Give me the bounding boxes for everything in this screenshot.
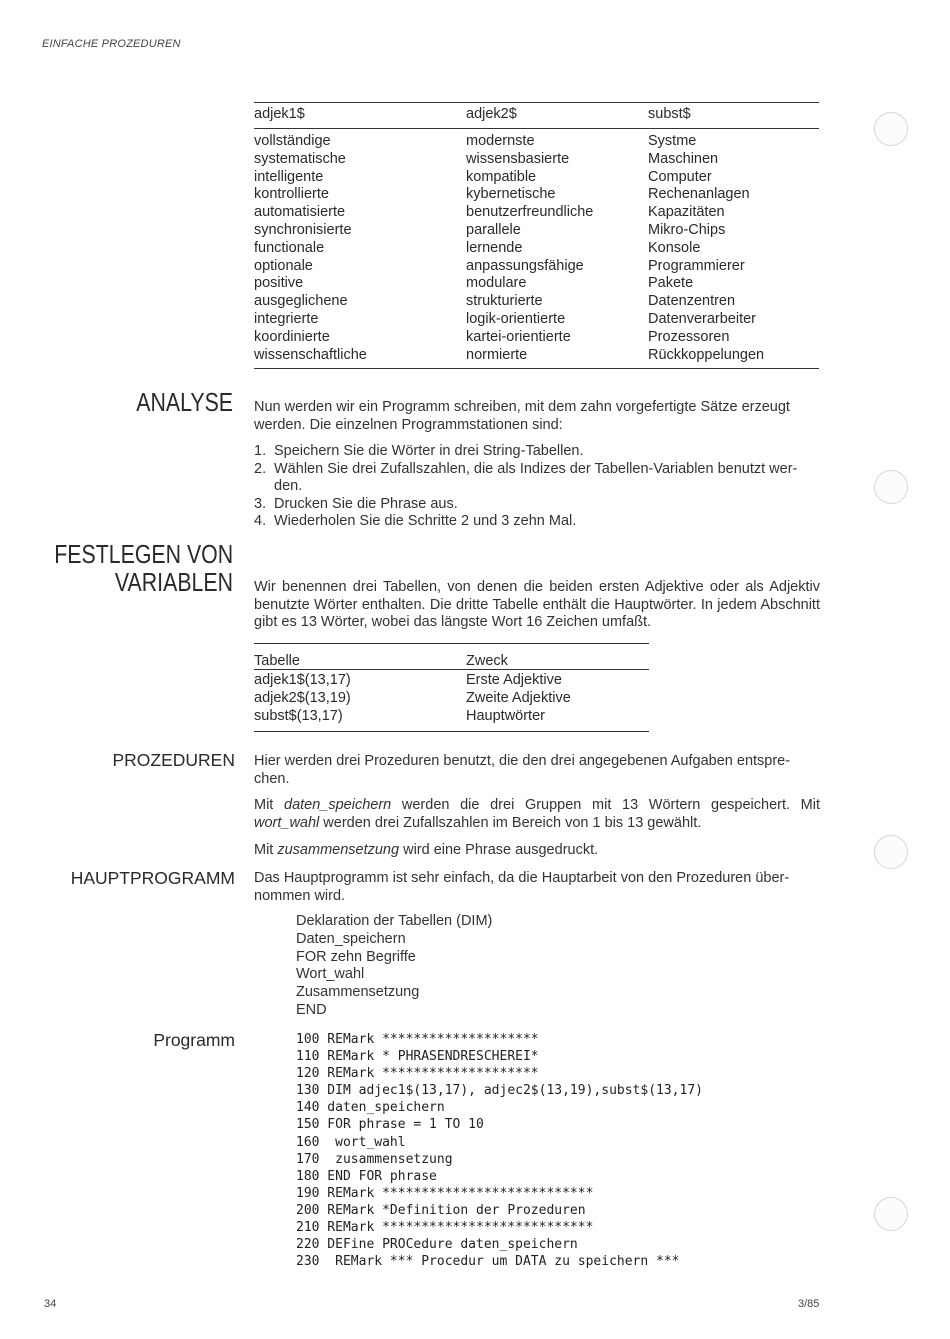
analyse-steps bbox=[254, 443, 820, 531]
list-item: normierte bbox=[466, 346, 528, 363]
heading-variablen: VARIABLEN bbox=[114, 567, 233, 597]
word-column-adjek2 bbox=[466, 133, 593, 364]
list-item: 160 wort_wahl bbox=[296, 1134, 406, 1150]
prozeduren-text-2: Mit daten_speichern werden die drei Gruppen mit 13 Wörtern gespeichert. Mit wort_wahl werden drei Zufallszahlen im Bereich von 1 bis 13 gewählt. bbox=[254, 797, 821, 831]
list-item: Datenverarbeiter bbox=[648, 310, 756, 327]
list-item: Daten_speichern bbox=[296, 930, 406, 947]
list-item: Computer bbox=[648, 168, 712, 185]
punch-hole bbox=[874, 112, 908, 146]
list-item: vollständige bbox=[254, 133, 331, 149]
running-head: EINFACHE PROZEDUREN bbox=[42, 38, 181, 50]
prozeduren-text-3: Mit zusammensetzung wird eine Phrase ausgedruckt. bbox=[254, 842, 599, 858]
list-item: Wort_wahl bbox=[296, 966, 365, 983]
list-item: systematische bbox=[254, 150, 346, 167]
list-item: kartei-orientierte bbox=[466, 328, 571, 345]
var-table-bottom-rule bbox=[254, 731, 649, 732]
list-item: 230 REMark *** Procedur um DATA zu speichern *** bbox=[296, 1254, 680, 1270]
list-item: kybernetische bbox=[466, 186, 556, 203]
list-item: Systme bbox=[648, 133, 697, 149]
list-item: modernste bbox=[466, 133, 535, 149]
list-item: Datenzentren bbox=[648, 293, 736, 310]
analyse-intro: Nun werden wir ein Programm schreiben, mit dem zahn vorgefertigte Sätze erzeugt werden. Die einzelnen Programmstationen sind: bbox=[254, 399, 790, 433]
list-item: logik-orientierte bbox=[466, 310, 566, 327]
procedure-name: daten_speichern bbox=[284, 797, 392, 813]
list-item: strukturierte bbox=[466, 293, 543, 310]
program-outline bbox=[296, 913, 492, 1020]
issue-number: 3/85 bbox=[798, 1298, 820, 1310]
list-item: synchronisierte bbox=[254, 221, 352, 238]
heading-analyse: ANALYSE bbox=[136, 387, 233, 417]
heading-hauptprogramm: HAUPTPROGRAMM bbox=[70, 868, 235, 888]
list-item: Rückkoppelungen bbox=[648, 346, 765, 363]
list-item: benutzerfreundliche bbox=[466, 204, 594, 221]
list-item: subst$(13,17) bbox=[254, 707, 343, 724]
step-item: 1. Speichern Sie die Wörter in drei String-Tabellen. bbox=[254, 443, 584, 459]
step-item-continuation: den. bbox=[274, 478, 303, 495]
list-item: Pakete bbox=[648, 275, 694, 292]
list-item: Zusammensetzung bbox=[296, 984, 420, 1001]
list-item: anpassungsfähige bbox=[466, 257, 584, 274]
var-column-zweck bbox=[466, 672, 571, 725]
list-item: 110 REMark * PHRASENDRESCHEREI* bbox=[296, 1049, 539, 1065]
step-item: 3. Drucken Sie die Phrase aus. bbox=[254, 495, 458, 512]
list-item: 190 REMark *************************** bbox=[296, 1185, 594, 1201]
var-table-top-rule bbox=[254, 643, 649, 644]
list-item: wissenschaftliche bbox=[254, 346, 367, 363]
list-item: 150 FOR phrase = 1 TO 10 bbox=[296, 1117, 484, 1133]
list-item: parallele bbox=[466, 221, 521, 238]
list-item: Hauptwörter bbox=[466, 707, 545, 724]
list-item: Erste Adjektive bbox=[466, 672, 562, 688]
procedure-name: zusammensetzung bbox=[277, 842, 400, 858]
column-header-subst: subst$ bbox=[648, 106, 691, 122]
list-item: positive bbox=[254, 275, 304, 292]
list-item: Prozessoren bbox=[648, 328, 730, 345]
column-header-adjek2: adjek2$ bbox=[466, 106, 517, 122]
list-item: 120 REMark ******************** bbox=[296, 1066, 539, 1082]
list-item: functionale bbox=[254, 239, 325, 256]
list-item: lernende bbox=[466, 239, 523, 256]
word-column-subst bbox=[648, 133, 764, 364]
punch-hole bbox=[874, 835, 908, 869]
heading-festlegen-von: FESTLEGEN VON bbox=[54, 539, 233, 569]
list-item: Rechenanlagen bbox=[648, 186, 750, 203]
list-item: 220 DEFine PROCedure daten_speichern bbox=[296, 1237, 578, 1253]
step-item: 4. Wiederholen Sie die Schritte 2 und 3 zehn Mal. bbox=[254, 513, 577, 530]
table-bottom-rule bbox=[254, 368, 819, 369]
list-item: 100 REMark ******************** bbox=[296, 1032, 539, 1047]
list-item: koordinierte bbox=[254, 328, 330, 345]
list-item: ausgeglichene bbox=[254, 293, 348, 310]
list-item: optionale bbox=[254, 257, 313, 274]
list-item: 200 REMark *Definition der Prozeduren bbox=[296, 1202, 586, 1218]
list-item: automatisierte bbox=[254, 204, 346, 221]
list-item: Kapazitäten bbox=[648, 204, 725, 221]
list-item: END bbox=[296, 1001, 327, 1018]
list-item: Zweite Adjektive bbox=[466, 689, 571, 706]
list-item: adjek2$(13,19) bbox=[254, 689, 351, 706]
list-item: Konsole bbox=[648, 239, 701, 256]
page-number: 34 bbox=[44, 1298, 57, 1310]
list-item: 130 DIM adjec1$(13,17), adjec2$(13,19),subst$(13,17) bbox=[296, 1083, 703, 1099]
list-item: intelligente bbox=[254, 168, 324, 185]
var-table-header-rule bbox=[254, 669, 649, 670]
step-item: 2. Wählen Sie drei Zufallszahlen, die als Indizes der Tabellen-Variablen benutzt wer- bbox=[254, 460, 798, 477]
procedure-name: wort_wahl bbox=[254, 814, 320, 831]
var-column-tabelle bbox=[254, 672, 351, 725]
list-item: wissensbasierte bbox=[466, 150, 570, 167]
var-column-header-zweck: Zweck bbox=[466, 653, 508, 669]
punch-hole bbox=[874, 1197, 908, 1231]
list-item: kontrollierte bbox=[254, 186, 329, 203]
heading-prozeduren: PROZEDUREN bbox=[112, 750, 235, 770]
list-item: modulare bbox=[466, 275, 527, 292]
prozeduren-text-1: Hier werden drei Prozeduren benutzt, die den drei angegebenen Aufgaben entspre-chen. bbox=[254, 753, 791, 787]
heading-programm: Programm bbox=[153, 1030, 235, 1050]
punch-hole bbox=[874, 470, 908, 504]
list-item: 210 REMark *************************** bbox=[296, 1220, 594, 1236]
list-item: adjek1$(13,17) bbox=[254, 672, 351, 688]
list-item: 170 zusammensetzung bbox=[296, 1151, 453, 1167]
list-item: 140 daten_speichern bbox=[296, 1100, 445, 1116]
list-item: Deklaration der Tabellen (DIM) bbox=[296, 913, 493, 929]
list-item: FOR zehn Begriffe bbox=[296, 948, 416, 965]
word-column-adjek1 bbox=[254, 133, 367, 364]
table-header-rule bbox=[254, 128, 819, 129]
var-column-header-tabelle: Tabelle bbox=[254, 653, 300, 669]
list-item: kompatible bbox=[466, 168, 537, 185]
list-item: Maschinen bbox=[648, 150, 719, 167]
column-header-adjek1: adjek1$ bbox=[254, 106, 305, 122]
program-listing bbox=[296, 1031, 703, 1270]
list-item: Programmierer bbox=[648, 257, 745, 274]
list-item: integrierte bbox=[254, 310, 319, 327]
list-item: 180 END FOR phrase bbox=[296, 1168, 437, 1184]
hauptprogramm-text: Das Hauptprogramm ist sehr einfach, da die Hauptarbeit von den Prozeduren über-nommen wird. bbox=[254, 870, 790, 904]
variablen-text: Wir benennen drei Tabellen, von denen die beiden ersten Adjektive oder als Adjektiv benutzte Wörter enthalten. Die dritte Tabelle enthält die Hauptwörter. In jedem Abschnitt gibt es 13 Wörter, wobei das längste Wort 16 Zeichen umfaßt. bbox=[254, 579, 820, 631]
table-top-rule bbox=[254, 102, 819, 103]
list-item: Mikro-Chips bbox=[648, 221, 726, 238]
